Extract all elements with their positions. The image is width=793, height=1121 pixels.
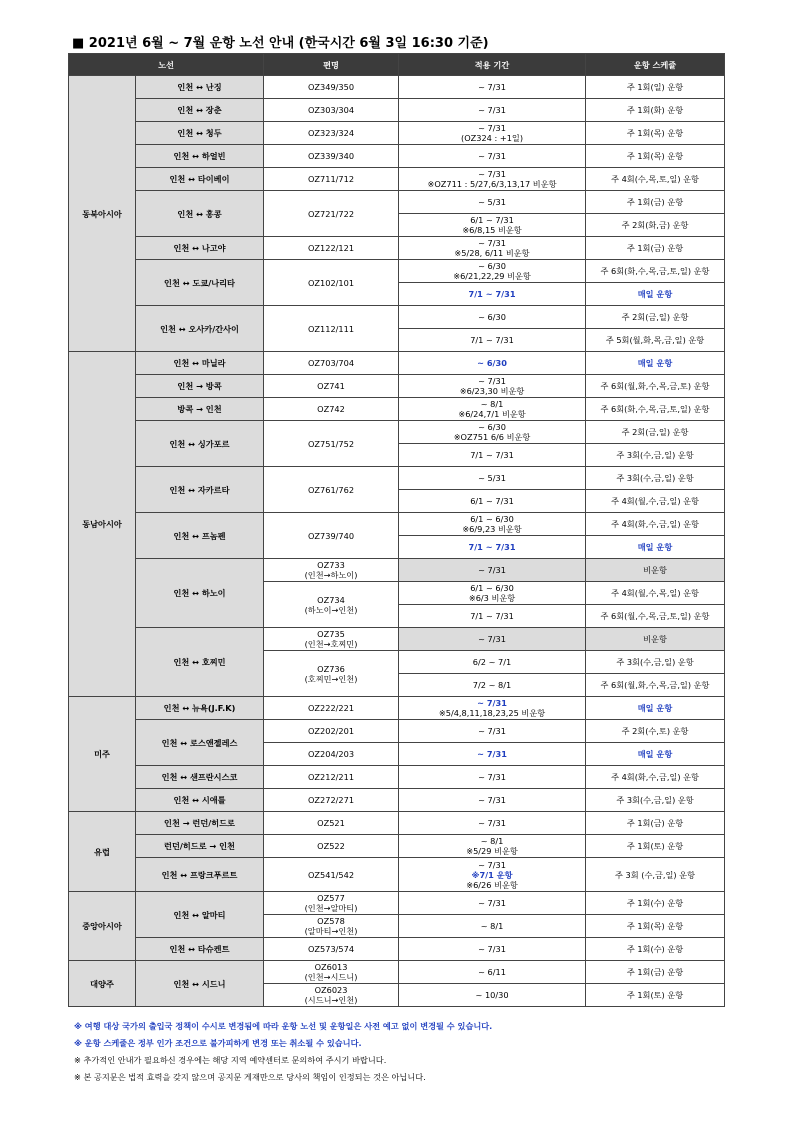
route-cell: 인천 → 방콕 — [136, 375, 264, 398]
schedule-cell: 매일 운항 — [586, 352, 725, 375]
period-cell: ~ 7/31 — [399, 628, 586, 651]
note-line: ※ 본 공지문은 법적 효력을 갖지 않으며 공지문 게재만으로 당사의 책임이 인정되는 것은 아닙니다. — [74, 1072, 426, 1082]
flight-cell: OZ703/704 — [264, 352, 399, 375]
flight-cell: OZ6023 (시드니→인천) — [264, 984, 399, 1007]
flight-cell: OZ578 (알마티→인천) — [264, 915, 399, 938]
schedule-cell: 주 6회(화,수,목,금,토,일) 운항 — [586, 398, 725, 421]
schedule-cell: 주 6회(월,화,수,목,금,일) 운항 — [586, 674, 725, 697]
table-row — [69, 145, 725, 168]
table-row — [69, 720, 725, 743]
schedule-cell: 매일 운항 — [586, 697, 725, 720]
route-cell: 인천 ↔ 장춘 — [136, 99, 264, 122]
table-row — [69, 306, 725, 329]
flight-cell: OZ222/221 — [264, 697, 399, 720]
flight-cell: OZ736 (호찌민→인천) — [264, 651, 399, 697]
region-cell: 중앙아시아 — [69, 892, 136, 961]
route-cell: 인천 ↔ 하노이 — [136, 559, 264, 628]
schedule-cell: 주 1회(일) 운항 — [586, 76, 725, 99]
period-cell: ~ 7/31 ※7/1 운항 ※6/26 비운항 — [399, 858, 586, 892]
schedule-cell: 주 4회(화,수,금,일) 운항 — [586, 766, 725, 789]
schedule-cell: 주 4회(화,수,금,일) 운항 — [586, 513, 725, 536]
flight-cell: OZ202/201 — [264, 720, 399, 743]
schedule-cell: 비운항 — [586, 559, 725, 582]
period-cell: ~ 6/30 — [399, 352, 586, 375]
schedule-cell: 주 2회(수,토) 운항 — [586, 720, 725, 743]
schedule-cell: 주 1회(금) 운항 — [586, 237, 725, 260]
header-period: 적용 기간 — [399, 54, 586, 76]
flight-cell: OZ751/752 — [264, 421, 399, 467]
period-cell: ~ 7/31 — [399, 766, 586, 789]
period-cell: 7/1 ~ 7/31 — [399, 329, 586, 352]
schedule-cell: 주 1회(토) 운항 — [586, 835, 725, 858]
route-cell: 인천 ↔ 프랑크푸르트 — [136, 858, 264, 892]
period-cell: ~ 7/31 — [399, 76, 586, 99]
route-cell: 인천 ↔ 마닐라 — [136, 352, 264, 375]
route-cell: 인천 ↔ 난징 — [136, 76, 264, 99]
schedule-cell: 주 3회 (수,금,일) 운항 — [586, 858, 725, 892]
period-cell: ~ 7/31 ※5/4,8,11,18,23,25 비운항 — [399, 697, 586, 720]
flight-cell: OZ521 — [264, 812, 399, 835]
period-cell: ~ 8/1 — [399, 915, 586, 938]
schedule-cell: 매일 운항 — [586, 283, 725, 306]
table-row — [69, 961, 725, 984]
period-cell: ~ 7/31 — [399, 789, 586, 812]
flight-cell: OZ6013 (인천→시드니) — [264, 961, 399, 984]
schedule-cell: 비운항 — [586, 628, 725, 651]
period-cell: ~ 7/31 — [399, 720, 586, 743]
period-cell: 7/1 ~ 7/31 — [399, 283, 586, 306]
table-row — [69, 835, 725, 858]
route-cell: 인천 ↔ 샌프란시스코 — [136, 766, 264, 789]
period-cell: 6/1 ~ 6/30 ※6/9,23 비운항 — [399, 513, 586, 536]
period-cell: 7/1 ~ 7/31 — [399, 605, 586, 628]
note-line: ※ 여행 대상 국가의 출입국 정책이 수시로 변경됨에 따라 운항 노선 및 운항일은 사전 예고 없이 변경될 수 있습니다. — [74, 1021, 493, 1031]
flight-cell: OZ721/722 — [264, 191, 399, 237]
period-cell: ~ 7/31 ※6/23,30 비운항 — [399, 375, 586, 398]
table-row — [69, 513, 725, 536]
schedule-cell: 주 2회(화,금) 운항 — [586, 214, 725, 237]
table-row — [69, 467, 725, 490]
table-row — [69, 812, 725, 835]
schedule-cell: 주 4회(월,수,금,일) 운항 — [586, 490, 725, 513]
region-cell: 미주 — [69, 697, 136, 812]
period-cell: ~ 6/30 ※6/21,22,29 비운항 — [399, 260, 586, 283]
route-cell: 인천 ↔ 로스앤젤레스 — [136, 720, 264, 766]
note-line: ※ 추가적인 안내가 필요하신 경우에는 해당 지역 예약센터로 문의하여 주시기 바랍니다. — [74, 1055, 387, 1065]
period-cell: ~ 6/30 ※OZ751 6/6 비운항 — [399, 421, 586, 444]
period-cell: ~ 7/31 — [399, 559, 586, 582]
header-route: 노선 — [69, 54, 264, 76]
table-row — [69, 766, 725, 789]
schedule-cell: 주 1회(목) 운항 — [586, 122, 725, 145]
period-cell: ~ 10/30 — [399, 984, 586, 1007]
route-cell: 인천 ↔ 홍콩 — [136, 191, 264, 237]
period-cell: ~ 5/31 — [399, 467, 586, 490]
schedule-cell: 주 1회(목) 운항 — [586, 145, 725, 168]
route-cell: 인천 ↔ 나고야 — [136, 237, 264, 260]
period-cell: ~ 5/31 — [399, 191, 586, 214]
schedule-cell: 주 4회(수,목,토,일) 운항 — [586, 168, 725, 191]
region-cell: 동남아시아 — [69, 352, 136, 697]
flight-cell: OZ735 (인천→호찌민) — [264, 628, 399, 651]
flight-cell: OZ577 (인천→알마티) — [264, 892, 399, 915]
table-row — [69, 789, 725, 812]
period-cell: ~ 7/31 ※5/28, 6/11 비운항 — [399, 237, 586, 260]
flight-cell: OZ303/304 — [264, 99, 399, 122]
header-row — [69, 54, 725, 76]
schedule-table — [68, 53, 725, 1007]
flight-cell: OZ212/211 — [264, 766, 399, 789]
period-cell: ~ 7/31 (OZ324 : +1일) — [399, 122, 586, 145]
route-cell: 인천 ↔ 청두 — [136, 122, 264, 145]
schedule-cell: 주 6회(월,수,목,금,토,일) 운항 — [586, 605, 725, 628]
header-flight: 편명 — [264, 54, 399, 76]
table-row — [69, 628, 725, 651]
schedule-cell: 주 1회(토) 운항 — [586, 984, 725, 1007]
schedule-cell: 주 5회(월,화,목,금,일) 운항 — [586, 329, 725, 352]
schedule-cell: 주 3회(수,금,일) 운항 — [586, 467, 725, 490]
table-row — [69, 352, 725, 375]
route-cell: 런던/히드로 → 인천 — [136, 835, 264, 858]
header-schedule: 운항 스케쥴 — [586, 54, 725, 76]
flight-cell: OZ112/111 — [264, 306, 399, 352]
flight-cell: OZ742 — [264, 398, 399, 421]
route-cell: 인천 ↔ 하얼빈 — [136, 145, 264, 168]
region-cell: 유럽 — [69, 812, 136, 892]
flight-cell: OZ761/762 — [264, 467, 399, 513]
flight-cell: OZ122/121 — [264, 237, 399, 260]
route-cell: 인천 ↔ 오사카/간사이 — [136, 306, 264, 352]
period-cell: 6/1 ~ 7/31 ※6/8,15 비운항 — [399, 214, 586, 237]
flight-cell: OZ323/324 — [264, 122, 399, 145]
period-cell: 6/1 ~ 7/31 — [399, 490, 586, 513]
flight-cell: OZ711/712 — [264, 168, 399, 191]
period-cell: ~ 6/11 — [399, 961, 586, 984]
schedule-cell: 주 2회(금,일) 운항 — [586, 306, 725, 329]
schedule-cell: 주 3회(수,금,일) 운항 — [586, 789, 725, 812]
table-row — [69, 260, 725, 283]
table-row — [69, 858, 725, 892]
period-cell: ~ 8/1 ※6/24,7/1 비운항 — [399, 398, 586, 421]
page-title: ■ 2021년 6월 ~ 7월 운항 노선 안내 (한국시간 6월 3일 16:30 기준) — [72, 36, 489, 51]
schedule-cell: 주 6회(화,수,목,금,토,일) 운항 — [586, 260, 725, 283]
period-cell: 7/1 ~ 7/31 — [399, 536, 586, 559]
schedule-cell: 주 1회(화) 운항 — [586, 99, 725, 122]
route-cell: 인천 ↔ 프놈펜 — [136, 513, 264, 559]
flight-cell: OZ734 (하노이→인천) — [264, 582, 399, 628]
flight-cell: OZ272/271 — [264, 789, 399, 812]
schedule-cell: 주 6회(월,화,수,목,금,토) 운항 — [586, 375, 725, 398]
table-row — [69, 559, 725, 582]
period-cell: ~ 7/31 — [399, 812, 586, 835]
flight-cell: OZ102/101 — [264, 260, 399, 306]
route-cell: 인천 ↔ 호찌민 — [136, 628, 264, 697]
schedule-cell: 주 1회(금) 운항 — [586, 961, 725, 984]
flight-cell: OZ541/542 — [264, 858, 399, 892]
route-cell: 인천 ↔ 시드니 — [136, 961, 264, 1007]
schedule-cell: 주 2회(금,일) 운항 — [586, 421, 725, 444]
schedule-cell: 주 1회(목) 운항 — [586, 915, 725, 938]
route-cell: 인천 ↔ 타슈켄트 — [136, 938, 264, 961]
period-cell: ~ 6/30 — [399, 306, 586, 329]
table-row — [69, 421, 725, 444]
schedule-cell: 매일 운항 — [586, 536, 725, 559]
table-row — [69, 76, 725, 99]
period-cell: ~ 7/31 ※OZ711 : 5/27,6/3,13,17 비운항 — [399, 168, 586, 191]
table-row — [69, 168, 725, 191]
route-cell: 인천 ↔ 알마티 — [136, 892, 264, 938]
region-cell: 대양주 — [69, 961, 136, 1007]
schedule-cell: 주 1회(금) 운항 — [586, 191, 725, 214]
flight-cell: OZ349/350 — [264, 76, 399, 99]
schedule-cell: 매일 운항 — [586, 743, 725, 766]
schedule-cell: 주 3회(수,금,일) 운항 — [586, 444, 725, 467]
schedule-cell: 주 1회(금) 운항 — [586, 812, 725, 835]
route-cell: 인천 ↔ 시애틀 — [136, 789, 264, 812]
period-cell: ~ 7/31 — [399, 99, 586, 122]
route-cell: 방콕 → 인천 — [136, 398, 264, 421]
flight-cell: OZ733 (인천→하노이) — [264, 559, 399, 582]
notes — [74, 1018, 492, 1086]
period-cell: ~ 7/31 — [399, 743, 586, 766]
table-row — [69, 99, 725, 122]
route-cell: 인천 → 런던/히드로 — [136, 812, 264, 835]
route-cell: 인천 ↔ 타이베이 — [136, 168, 264, 191]
period-cell: ~ 7/31 — [399, 938, 586, 961]
period-cell: ~ 7/31 — [399, 145, 586, 168]
table-row — [69, 375, 725, 398]
note-line: ※ 운항 스케줄은 정부 인가 조건으로 불가피하게 변경 또는 취소될 수 있습니다. — [74, 1038, 362, 1048]
flight-cell: OZ741 — [264, 375, 399, 398]
flight-cell: OZ339/340 — [264, 145, 399, 168]
schedule-cell: 주 1회(수) 운항 — [586, 892, 725, 915]
period-cell: 6/2 ~ 7/1 — [399, 651, 586, 674]
period-cell: 7/1 ~ 7/31 — [399, 444, 586, 467]
schedule-cell: 주 3회(수,금,일) 운항 — [586, 651, 725, 674]
route-cell: 인천 ↔ 도쿄/나리타 — [136, 260, 264, 306]
period-cell: ~ 8/1 ※5/29 비운항 — [399, 835, 586, 858]
table-row — [69, 697, 725, 720]
period-cell: ~ 7/31 — [399, 892, 586, 915]
table-row — [69, 122, 725, 145]
table-row — [69, 892, 725, 915]
flight-cell: OZ739/740 — [264, 513, 399, 559]
period-cell: 7/2 ~ 8/1 — [399, 674, 586, 697]
route-cell: 인천 ↔ 자카르타 — [136, 467, 264, 513]
table-row — [69, 237, 725, 260]
table-row — [69, 191, 725, 214]
route-cell: 인천 ↔ 뉴욕(J.F.K) — [136, 697, 264, 720]
route-cell: 인천 ↔ 싱가포르 — [136, 421, 264, 467]
period-cell: 6/1 ~ 6/30 ※6/3 비운항 — [399, 582, 586, 605]
flight-cell: OZ204/203 — [264, 743, 399, 766]
table-row — [69, 938, 725, 961]
region-cell: 동북아시아 — [69, 76, 136, 352]
schedule-cell: 주 4회(월,수,목,일) 운항 — [586, 582, 725, 605]
table-row — [69, 398, 725, 421]
flight-cell: OZ522 — [264, 835, 399, 858]
schedule-cell: 주 1회(수) 운항 — [586, 938, 725, 961]
flight-cell: OZ573/574 — [264, 938, 399, 961]
